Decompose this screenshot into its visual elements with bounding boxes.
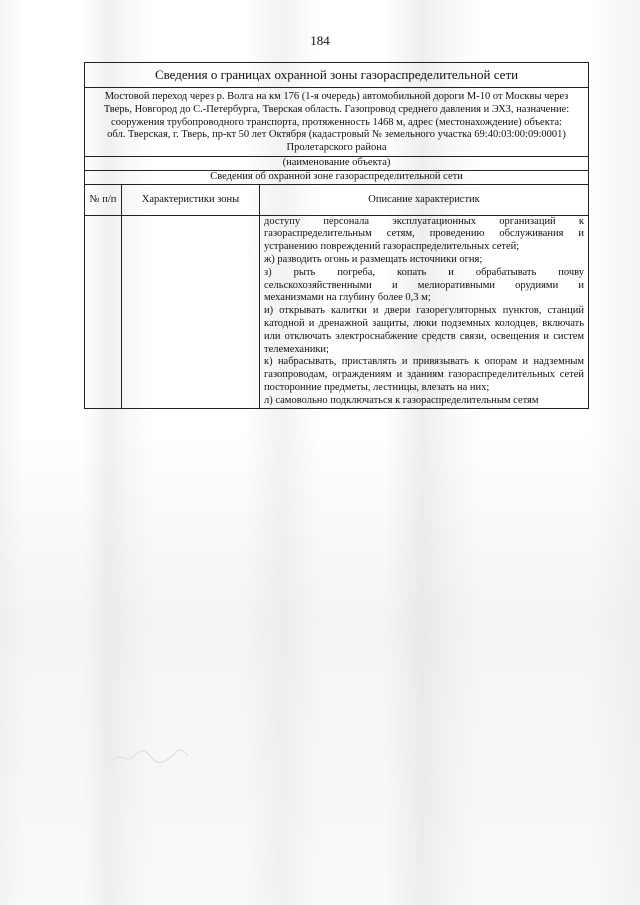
description-line: ж) разводить огонь и размещать источники огня; xyxy=(264,253,483,265)
table-title: Сведения о границах охранной зоны газораспределительной сети xyxy=(85,63,589,88)
description-line: газопроводам, ограждениям и зданиям газораспределительных сетей xyxy=(264,369,585,381)
object-description xyxy=(85,88,589,157)
object-line: сооружения трубопроводного транспорта, протяженность 1468 м, адрес (местонахождение) объекта: xyxy=(111,116,562,128)
object-line: Пролетарского района xyxy=(286,142,387,154)
section-title: Сведения об охранной зоне газораспределительной сети xyxy=(85,170,589,184)
faint-signature-mark xyxy=(110,740,190,770)
object-line: Тверь, Новгород до С.-Петербурга, Тверская область. Газопровод среднего давления и ЭХЗ, назначение: xyxy=(103,103,570,115)
description-line: устранению повреждений газораспределительных сетей; xyxy=(264,241,520,253)
description-line: л) самовольно подключаться к газораспределительным сетям xyxy=(264,394,539,406)
page-number: 184 xyxy=(310,33,330,48)
column-header-number: № п/п xyxy=(85,184,122,215)
description-line: механизмами на глубину более 0,3 м; xyxy=(264,292,431,304)
row-description-cell xyxy=(260,215,589,408)
description-line: телемеханики; xyxy=(264,343,329,355)
description-line: з) рыть погреба, копать и обрабатывать почву xyxy=(264,266,585,278)
description-line: газораспределительным сетям, проведению обслуживания и xyxy=(264,228,585,240)
object-caption: (наименование объекта) xyxy=(85,156,589,170)
scan-shading xyxy=(0,430,640,905)
object-line: обл. Тверская, г. Тверь, пр-кт 50 лет Октября (кадастровый № земельного участка 69:40:03:00:09:0001) xyxy=(107,129,566,141)
description-line: или отключать электроснабжение средств связи, освещения и систем xyxy=(264,330,585,342)
description-line: к) набрасывать, приставлять и привязывать к опорам и надземным xyxy=(264,356,585,368)
row-number-cell xyxy=(85,215,122,408)
description-line: сельскохозяйственными и мелиоративными орудиями и xyxy=(264,279,585,291)
protection-zone-table xyxy=(84,62,589,409)
description-line: посторонние предметы, лестницы, влезать на них; xyxy=(264,381,490,393)
description-line: доступу персонала эксплуатационных организаций к xyxy=(264,215,585,227)
column-header-characteristics: Характеристики зоны xyxy=(122,184,260,215)
row-characteristics-cell xyxy=(122,215,260,408)
object-line: Мостовой переход через р. Волга на км 176 (1-я очередь) автомобильной дороги М-10 от Москвы через xyxy=(104,91,569,102)
description-line: и) открывать калитки и двери газорегуляторных пунктов, станций xyxy=(264,305,585,317)
column-header-description: Описание характеристик xyxy=(260,184,589,215)
description-line: катодной и дренажной защиты, люки подземных колодцев, включать xyxy=(264,317,585,329)
